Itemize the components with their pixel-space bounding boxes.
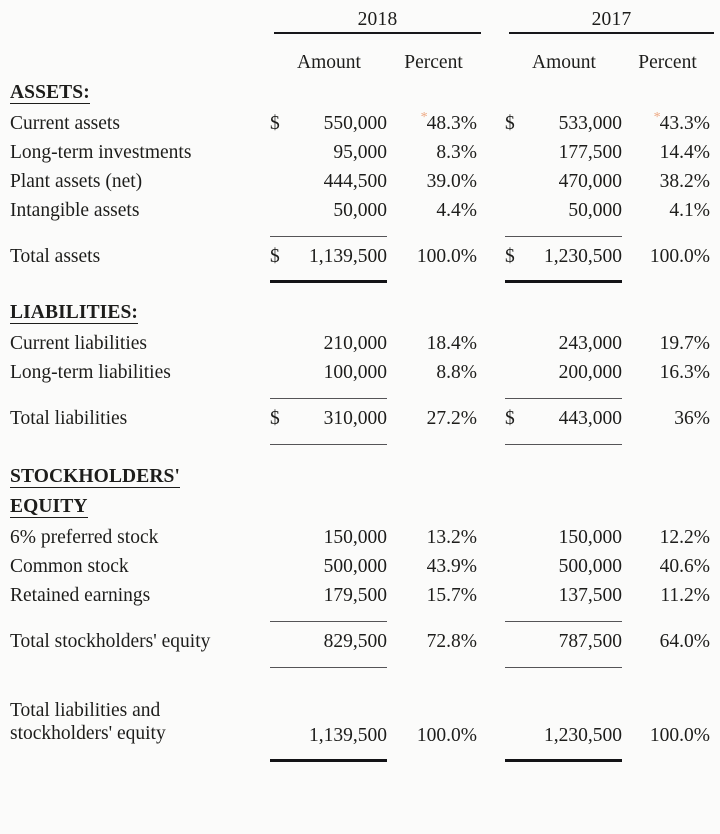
subtotal-rule-2017-cell xyxy=(503,428,625,445)
amount-2017: 243,000 xyxy=(558,332,623,354)
column-gap xyxy=(487,576,503,605)
percent-2017: 100.0% xyxy=(649,724,711,746)
percent-2017: 64.0% xyxy=(659,630,711,652)
currency-symbol-2018: $ xyxy=(270,112,280,134)
rule-pct-spacer xyxy=(390,220,487,237)
currency-symbol-2018 xyxy=(268,133,290,162)
subtotal-rule-2017-cell xyxy=(503,382,625,399)
rule-pct-spacer xyxy=(625,220,720,237)
year-header-2018-cell xyxy=(268,0,487,36)
column-gap xyxy=(487,518,503,547)
currency-symbol-2018 xyxy=(268,162,290,191)
column-gap xyxy=(487,399,503,428)
amount-2017: 500,000 xyxy=(558,555,623,577)
row-label-total: Total assets xyxy=(10,245,101,267)
currency-symbol-2018 xyxy=(268,324,290,353)
percent-2018: 13.2% xyxy=(426,526,478,548)
currency-symbol-2017: $ xyxy=(505,112,515,134)
rule-pct-spacer xyxy=(625,605,720,622)
row-label: Plant assets (net) xyxy=(10,170,143,192)
grand-total-label-line1: Total liabilities and xyxy=(10,700,161,722)
table-row-total xyxy=(0,622,720,651)
percent-2018: 18.4% xyxy=(426,332,478,354)
percent-2017: 16.3% xyxy=(659,361,711,383)
amount-2018: 1,139,500 xyxy=(309,724,387,746)
year-rule-2017 xyxy=(509,32,714,34)
column-gap xyxy=(487,547,503,576)
section-title-equity-line1: STOCKHOLDERS' xyxy=(10,465,180,487)
currency-symbol-2017 xyxy=(503,324,525,353)
amount-2017: 200,000 xyxy=(558,361,623,383)
column-gap xyxy=(487,622,503,651)
currency-symbol-2018 xyxy=(268,576,290,605)
percent-2018: 100.0% xyxy=(416,245,478,267)
amount-2018: 829,500 xyxy=(323,630,387,652)
section-spacer xyxy=(0,283,720,295)
rule-pct-spacer xyxy=(625,745,720,762)
section-title-equity-line2: EQUITY xyxy=(10,495,88,517)
column-gap xyxy=(487,716,503,745)
percent-2018: 27.2% xyxy=(426,407,478,429)
rule-gap xyxy=(487,605,503,622)
currency-symbol-2017 xyxy=(503,518,525,547)
currency-symbol-2018 xyxy=(268,191,290,220)
rule-gap xyxy=(487,745,503,762)
section-header-filler xyxy=(268,488,720,518)
percent-2017-value: 43.3% xyxy=(659,112,711,134)
section-spacer xyxy=(0,668,720,688)
year-header-row xyxy=(0,0,720,36)
table-row-total xyxy=(0,399,720,428)
percent-2017: 12.2% xyxy=(659,526,711,548)
header-spacer xyxy=(0,0,268,36)
total-rule-row xyxy=(0,266,720,283)
currency-symbol-2017: $ xyxy=(505,407,515,429)
subtotal-rule-2018-cell xyxy=(268,220,390,237)
grand-total-rule-2018 xyxy=(270,759,387,762)
percent-2017: 14.4% xyxy=(659,141,711,163)
percent-2017: 38.2% xyxy=(659,170,711,192)
rule-spacer xyxy=(0,382,268,399)
column-gap xyxy=(487,162,503,191)
column-gap xyxy=(487,191,503,220)
column-gap xyxy=(487,133,503,162)
currency-symbol-2018: $ xyxy=(270,245,280,267)
year-header-2017: 2017 xyxy=(591,8,632,30)
subheader-amount-2018: Amount xyxy=(297,51,361,73)
percent-2017 xyxy=(625,104,720,133)
section-header-liabilities-row xyxy=(0,295,720,324)
rule-pct-spacer xyxy=(625,428,720,445)
subheader-percent-2017: Percent xyxy=(638,51,697,73)
percent-2018: 39.0% xyxy=(426,170,478,192)
rule-gap xyxy=(487,266,503,283)
currency-symbol-2018 xyxy=(268,518,290,547)
amount-2017: 1,230,500 xyxy=(544,724,623,746)
table-row xyxy=(0,104,720,133)
spacer-cell xyxy=(0,283,720,295)
subheader-percent-2018: Percent xyxy=(404,51,463,73)
rule-pct-spacer xyxy=(390,266,487,283)
section-header-assets-row xyxy=(0,75,720,104)
row-label: Long-term liabilities xyxy=(10,361,171,383)
subtotal-rule-2018-cell xyxy=(268,651,390,668)
percent-2018: 8.8% xyxy=(436,361,478,383)
rule-spacer xyxy=(0,428,268,445)
table-row xyxy=(0,324,720,353)
table-row xyxy=(0,547,720,576)
section-header-equity-row-2 xyxy=(0,488,720,518)
percent-2018: 8.3% xyxy=(436,141,478,163)
row-label: Intangible assets xyxy=(10,199,140,221)
header-gap xyxy=(487,0,503,36)
column-subheader-row xyxy=(0,36,720,75)
currency-symbol-2018 xyxy=(268,716,290,745)
footnote-marker-icon: * xyxy=(653,110,661,125)
currency-symbol-2017 xyxy=(503,353,525,382)
subheader-gap xyxy=(487,36,503,75)
rule-pct-spacer xyxy=(390,605,487,622)
table-row xyxy=(0,576,720,605)
row-label: Retained earnings xyxy=(10,584,151,606)
section-title-assets: ASSETS: xyxy=(10,81,90,103)
row-label: 6% preferred stock xyxy=(10,526,159,548)
grand-total-label xyxy=(0,688,268,745)
percent-2017: 11.2% xyxy=(660,584,711,606)
rule-pct-spacer xyxy=(390,428,487,445)
rule-spacer xyxy=(0,745,268,762)
spacer-cell xyxy=(0,668,720,688)
subtotal-rule-row xyxy=(0,428,720,445)
row-label: Long-term investments xyxy=(10,141,192,163)
percent-2018: 4.4% xyxy=(436,199,478,221)
currency-symbol-2018: $ xyxy=(270,407,280,429)
rule-spacer xyxy=(0,220,268,237)
rule-pct-spacer xyxy=(625,382,720,399)
percent-2017: 36% xyxy=(674,407,711,429)
amount-2017: 787,500 xyxy=(558,630,623,652)
total-rule-2017-cell xyxy=(503,266,625,283)
amount-2018: 550,000 xyxy=(323,112,387,134)
amount-2017: 50,000 xyxy=(568,199,623,221)
grand-total-rule-2017 xyxy=(505,759,622,762)
year-rule-2018 xyxy=(274,32,481,34)
subtotal-rule-2017-cell xyxy=(503,220,625,237)
currency-symbol-2018 xyxy=(268,622,290,651)
subtotal-rule-row xyxy=(0,220,720,237)
grand-total-filler xyxy=(268,688,720,716)
amount-2017: 150,000 xyxy=(558,526,623,548)
currency-symbol-2017 xyxy=(503,162,525,191)
grand-total-rule-2018-cell xyxy=(268,745,390,762)
percent-2017: 4.1% xyxy=(669,199,711,221)
percent-2018: 100.0% xyxy=(416,724,478,746)
subtotal-rule-row xyxy=(0,651,720,668)
rule-spacer xyxy=(0,605,268,622)
row-label-total: Total liabilities xyxy=(10,407,128,429)
subtotal-rule-row xyxy=(0,605,720,622)
column-gap xyxy=(487,324,503,353)
amount-2018: 500,000 xyxy=(323,555,387,577)
percent-2018: 72.8% xyxy=(426,630,478,652)
subheader-amount-2017: Amount xyxy=(532,51,596,73)
table-row-total xyxy=(0,237,720,266)
total-rule-2018-cell xyxy=(268,266,390,283)
amount-2017: 470,000 xyxy=(558,170,623,192)
currency-symbol-2017 xyxy=(503,133,525,162)
currency-symbol-2018 xyxy=(268,547,290,576)
amount-2018: 95,000 xyxy=(333,141,387,163)
year-header-2018: 2018 xyxy=(357,8,398,30)
amount-2018: 50,000 xyxy=(333,199,387,221)
amount-2018: 210,000 xyxy=(323,332,387,354)
amount-2017: 443,000 xyxy=(558,407,623,429)
footnote-marker-icon: * xyxy=(420,110,428,125)
currency-symbol-2017 xyxy=(503,191,525,220)
subtotal-rule-2018-cell xyxy=(268,605,390,622)
rule-pct-spacer xyxy=(390,651,487,668)
subtotal-rule-2018-cell xyxy=(268,382,390,399)
percent-2018-value: 48.3% xyxy=(426,112,478,134)
rule-pct-spacer xyxy=(390,745,487,762)
grand-total-rule-row xyxy=(0,745,720,762)
percent-2017: 19.7% xyxy=(659,332,711,354)
table-row xyxy=(0,353,720,382)
table-row xyxy=(0,191,720,220)
rule-spacer xyxy=(0,651,268,668)
grand-total-row xyxy=(0,688,720,716)
subtotal-rule-2018-cell xyxy=(268,428,390,445)
section-header-filler xyxy=(268,295,720,324)
rule-gap xyxy=(487,382,503,399)
column-gap xyxy=(487,237,503,266)
row-label-total: Total stockholders' equity xyxy=(10,630,211,652)
table-row xyxy=(0,133,720,162)
rule-pct-spacer xyxy=(625,266,720,283)
section-header-equity-row-1 xyxy=(0,457,720,488)
rule-gap xyxy=(487,220,503,237)
currency-symbol-2017 xyxy=(503,547,525,576)
row-label: Current assets xyxy=(10,112,120,134)
percent-2017: 100.0% xyxy=(649,245,711,267)
amount-2018: 444,500 xyxy=(323,170,387,192)
rule-pct-spacer xyxy=(625,651,720,668)
subheader-spacer xyxy=(0,36,268,75)
spacer-cell xyxy=(0,445,720,457)
currency-symbol-2017 xyxy=(503,716,525,745)
subtotal-rule-2017-cell xyxy=(503,605,625,622)
percent-2018: 43.9% xyxy=(426,555,478,577)
section-title-liabilities: LIABILITIES: xyxy=(10,301,139,323)
amount-2018: 1,139,500 xyxy=(309,245,387,267)
section-header-filler xyxy=(268,75,720,104)
amount-2017: 177,500 xyxy=(558,141,623,163)
column-gap xyxy=(487,104,503,133)
amount-2017: 1,230,500 xyxy=(544,245,623,267)
amount-2017: 137,500 xyxy=(558,584,623,606)
rule-spacer xyxy=(0,266,268,283)
currency-symbol-2017 xyxy=(503,622,525,651)
rule-gap xyxy=(487,651,503,668)
row-label: Current liabilities xyxy=(10,332,148,354)
amount-2018: 150,000 xyxy=(323,526,387,548)
amount-2018: 310,000 xyxy=(323,407,387,429)
currency-symbol-2017 xyxy=(503,576,525,605)
amount-2017: 533,000 xyxy=(558,112,623,134)
currency-symbol-2018 xyxy=(268,353,290,382)
grand-total-rule-2017-cell xyxy=(503,745,625,762)
table-row xyxy=(0,162,720,191)
rule-gap xyxy=(487,428,503,445)
table-row xyxy=(0,518,720,547)
subtotal-rule-row xyxy=(0,382,720,399)
grand-total-label-line2: stockholders' equity xyxy=(10,722,166,744)
year-header-2017-cell xyxy=(503,0,720,36)
currency-symbol-2017: $ xyxy=(505,245,515,267)
column-gap xyxy=(487,353,503,382)
percent-2017: 40.6% xyxy=(659,555,711,577)
amount-2018: 100,000 xyxy=(323,361,387,383)
section-spacer xyxy=(0,445,720,457)
section-header-filler xyxy=(268,457,720,488)
amount-2018: 179,500 xyxy=(323,584,387,606)
percent-2018 xyxy=(390,104,487,133)
subtotal-rule-2017-cell xyxy=(503,651,625,668)
row-label: Common stock xyxy=(10,555,129,577)
percent-2018: 15.7% xyxy=(426,584,478,606)
rule-pct-spacer xyxy=(390,382,487,399)
